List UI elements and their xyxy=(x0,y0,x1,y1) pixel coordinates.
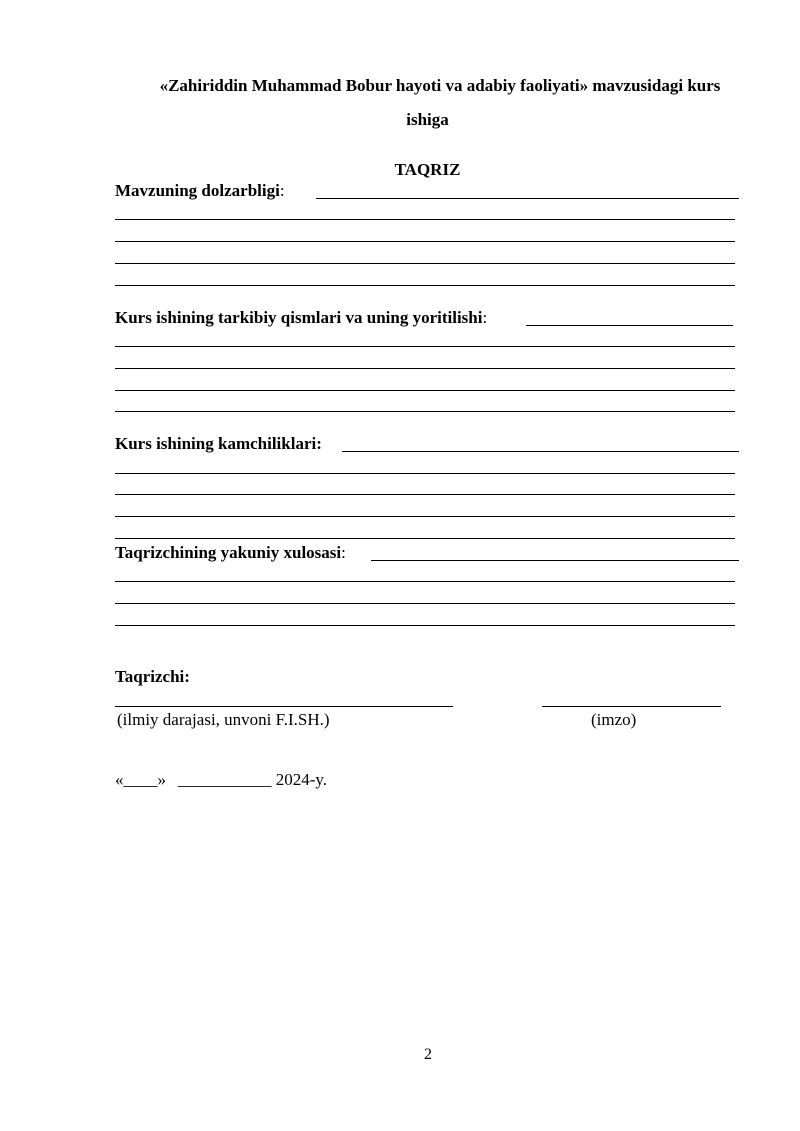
section-label-conclusion: Taqrizchining yakuniy xulosasi: xyxy=(115,543,346,562)
reviewer-label: Taqrizchi: xyxy=(115,667,190,686)
blank-line[interactable] xyxy=(115,285,735,286)
blank-line[interactable] xyxy=(342,451,739,452)
date-line xyxy=(115,770,327,790)
blank-line[interactable] xyxy=(115,241,735,242)
section-label-structure: Kurs ishining tarkibiy qismlari va uning yoritilishi: xyxy=(115,308,488,327)
date-year: 2024-y. xyxy=(275,770,328,789)
blank-line[interactable] xyxy=(115,368,735,369)
blank-line[interactable] xyxy=(115,263,735,264)
title-line-1: «Zahiriddin Muhammad Bobur hayoti va adabiy faoliyati» mavzusidagi kurs xyxy=(159,76,721,95)
blank-line[interactable] xyxy=(115,625,735,626)
blank-line[interactable] xyxy=(115,346,735,347)
reviewer-name-line[interactable] xyxy=(115,706,453,707)
blank-line[interactable] xyxy=(115,390,735,391)
page-number: 2 xyxy=(424,1046,432,1063)
signature-caption: (imzo) xyxy=(591,710,637,729)
title-line-2: ishiga xyxy=(406,110,449,129)
blank-line[interactable] xyxy=(526,325,733,326)
blank-line[interactable] xyxy=(115,581,735,582)
date-month-blank[interactable]: ___________ xyxy=(178,770,272,789)
signature-line[interactable] xyxy=(542,706,721,707)
blank-line[interactable] xyxy=(371,560,739,561)
blank-line[interactable] xyxy=(115,603,735,604)
reviewer-name-caption: (ilmiy darajasi, unvoni F.I.SH.) xyxy=(117,710,330,729)
blank-line[interactable] xyxy=(115,538,735,539)
blank-line[interactable] xyxy=(115,219,735,220)
blank-line[interactable] xyxy=(316,198,739,199)
section-label-relevance: Mavzuning dolzarbligi: xyxy=(115,181,285,200)
date-day-blank[interactable]: «____» xyxy=(115,770,166,789)
blank-line[interactable] xyxy=(115,411,735,412)
blank-line[interactable] xyxy=(115,494,735,495)
review-heading: TAQRIZ xyxy=(394,160,461,179)
section-label-shortcomings: Kurs ishining kamchiliklari: xyxy=(115,434,322,453)
blank-line[interactable] xyxy=(115,516,735,517)
blank-line[interactable] xyxy=(115,473,735,474)
